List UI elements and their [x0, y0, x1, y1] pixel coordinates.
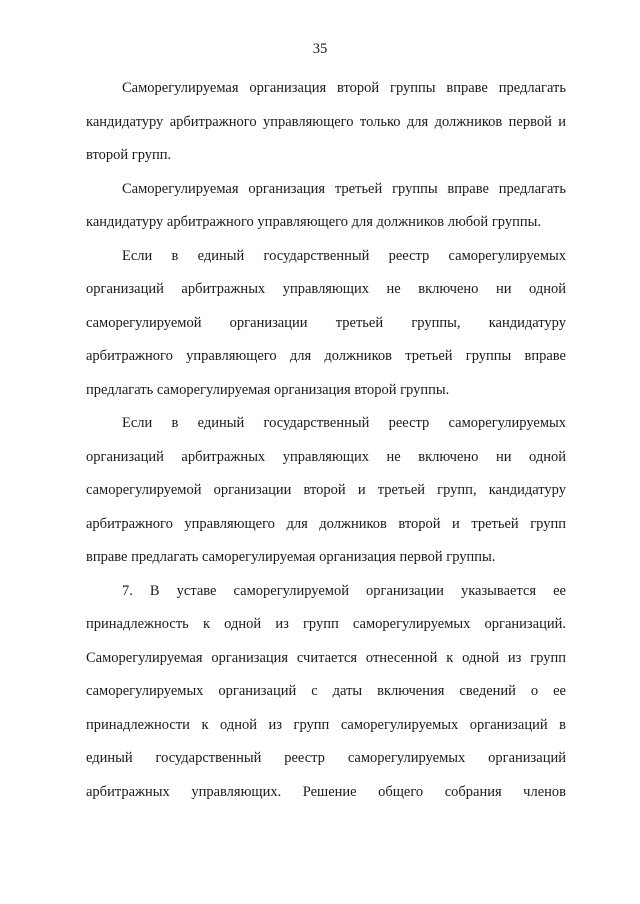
text-line: Если в единый государственный реестр саморегулируемых — [122, 247, 566, 264]
document-body — [86, 72, 566, 809]
text-line: кандидатуру арбитражного управляющего только для должников первой и — [86, 113, 566, 130]
text-line: арбитражных управляющих. Решение общего собрания членов — [86, 783, 566, 800]
text-line: 7. В уставе саморегулируемой организации указывается ее — [122, 582, 566, 599]
text-line: кандидатуру арбитражного управляющего для должников любой группы. — [86, 214, 541, 230]
text-line: предлагать саморегулируемая организация второй группы. — [86, 381, 450, 398]
paragraph-third-group — [86, 173, 566, 240]
text-line: саморегулируемых организаций с даты включения сведений о ее — [86, 683, 566, 699]
text-line: Если в единый государственный реестр саморегулируемых — [122, 415, 566, 431]
paragraph-no-third-group — [86, 240, 566, 408]
paragraph-item-7 — [86, 575, 566, 810]
text-line: Саморегулируемая организация третьей группы вправе предлагать — [122, 180, 566, 197]
text-line: организаций арбитражных управляющих не включено ни одной — [86, 281, 566, 297]
text-line: арбитражного управляющего для должников третьей группы вправе — [86, 348, 566, 364]
text-line: единый государственный реестр саморегулируемых организаций — [86, 750, 566, 766]
paragraph-no-second-third-group — [86, 407, 566, 575]
text-line: Саморегулируемая организация считается отнесенной к одной из групп — [86, 649, 566, 666]
text-line: арбитражного управляющего для должников второй и третьей групп — [86, 515, 566, 532]
text-line: организаций арбитражных управляющих не включено ни одной — [86, 448, 566, 465]
paragraph-second-group — [86, 72, 566, 173]
text-line: саморегулируемой организации третьей группы, кандидатуру — [86, 314, 566, 331]
text-line: принадлежности к одной из групп саморегулируемых организаций в — [86, 716, 566, 733]
text-line: вправе предлагать саморегулируемая организация первой группы. — [86, 549, 496, 565]
page-number: 35 — [312, 41, 328, 57]
text-line: принадлежность к одной из групп саморегулируемых организаций. — [86, 616, 566, 632]
text-line: саморегулируемой организации второй и третьей групп, кандидатуру — [86, 482, 566, 498]
text-line: второй групп. — [86, 147, 172, 163]
text-line: Саморегулируемая организация второй группы вправе предлагать — [122, 80, 566, 96]
